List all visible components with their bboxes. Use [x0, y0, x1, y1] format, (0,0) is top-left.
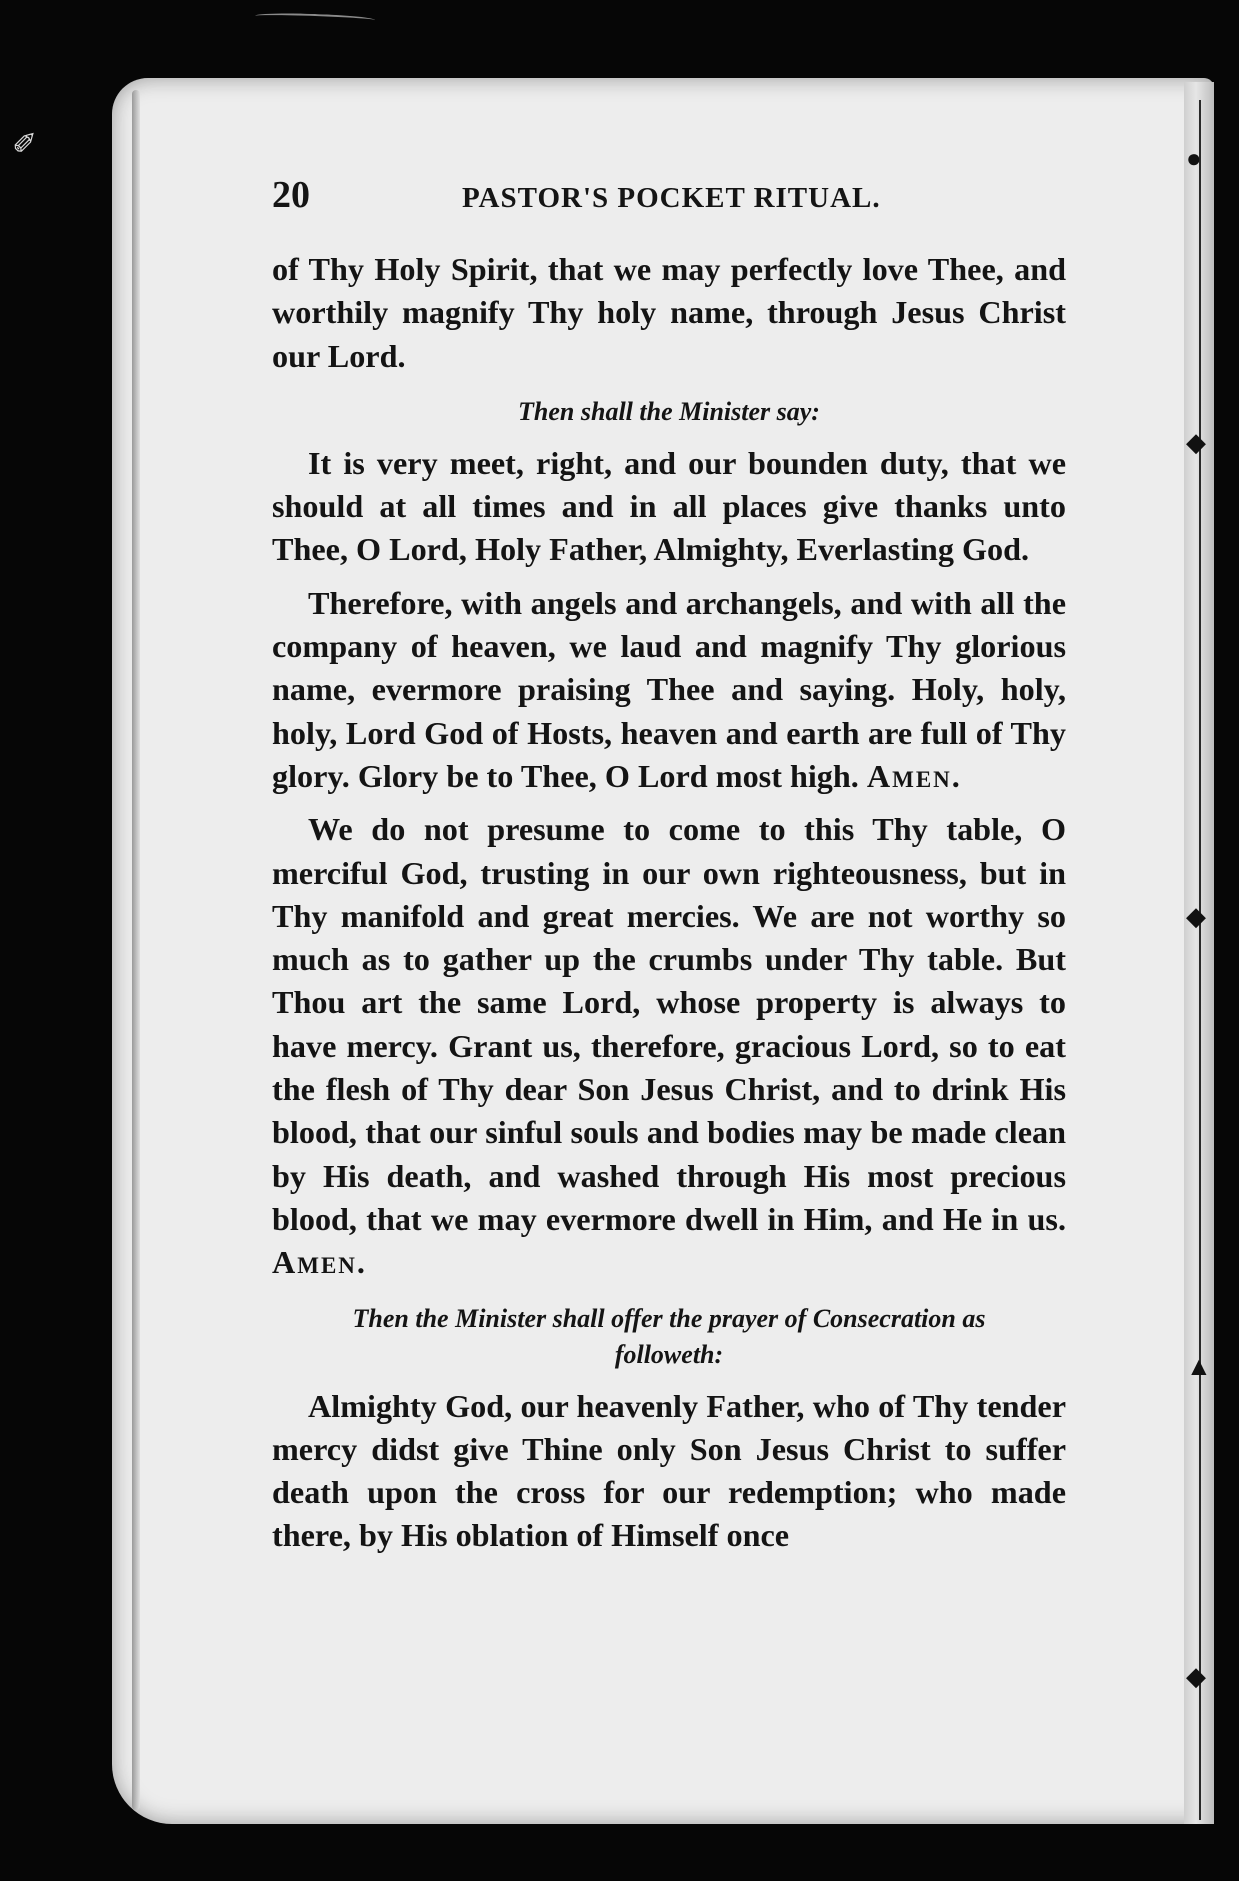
running-head: PASTOR'S POCKET RITUAL.: [462, 182, 881, 214]
page-body: [272, 248, 1066, 1558]
scan-artifact-top: [255, 12, 375, 24]
edge-mark-icon: ◆: [1186, 428, 1206, 457]
paragraph-text: We do not presume to come to this Thy table, O merciful God, trusting in our own righteousness, but in Thy manifold and great mercies. We are not worthy so much as to gather up the crumbs under Thy table. But Thou art the same Lord, whose property is always to have mercy. Grant us, therefore, gracious Lord, so to eat the flesh of Thy dear Son Jesus Christ, and to drink His blood, that our sinful souls and bodies may be made clean by His death, and washed through His most precious blood, that we may evermore dwell in Him, and He in us.: [272, 811, 1066, 1237]
paragraph-text: Therefore, with angels and archangels, and with all the company of heaven, we laud and magnify Thy glorious name, evermore praising Thee and saying. Holy, holy, holy, Lord God of Hosts, heaven and earth are full of Thy glory. Glory be to Thee, O Lord most high.: [272, 584, 1066, 794]
page-number: 20: [272, 174, 310, 216]
paragraph: [272, 582, 1066, 798]
page-edge-line: [1199, 100, 1201, 1820]
page-header: [272, 172, 1092, 222]
rubric: Then the Minister shall offer the prayer of Consecration as followeth:: [352, 1303, 986, 1369]
edge-mark-icon: ◆: [1186, 902, 1206, 931]
amen: Amen.: [272, 1244, 367, 1281]
edge-mark-icon: ▲: [1186, 1352, 1212, 1381]
paragraph: [272, 808, 1066, 1284]
paragraph: Almighty God, our heavenly Father, who of Thy tender mercy didst give Thine only Son Jesus Christ to suffer death upon the cross for our redemption; who made there, by His oblation of Himself once: [272, 1387, 1066, 1554]
edge-mark-icon: ●: [1186, 144, 1202, 173]
rubric: Then shall the Minister say:: [518, 396, 820, 426]
paragraph: of Thy Holy Spirit, that we may perfectly love Thee, and worthily magnify Thy holy name, through Jesus Christ our Lord.: [272, 251, 1066, 374]
scan-artifact-left: ✐: [12, 128, 38, 161]
amen: Amen.: [866, 757, 962, 794]
paragraph: It is very meet, right, and our bounden duty, that we should at all times and in all places give thanks unto Thee, O Lord, Holy Father, Almighty, Everlasting God.: [272, 444, 1066, 568]
edge-mark-icon: ◆: [1186, 1662, 1206, 1691]
page-binding-edge: [132, 90, 140, 1810]
